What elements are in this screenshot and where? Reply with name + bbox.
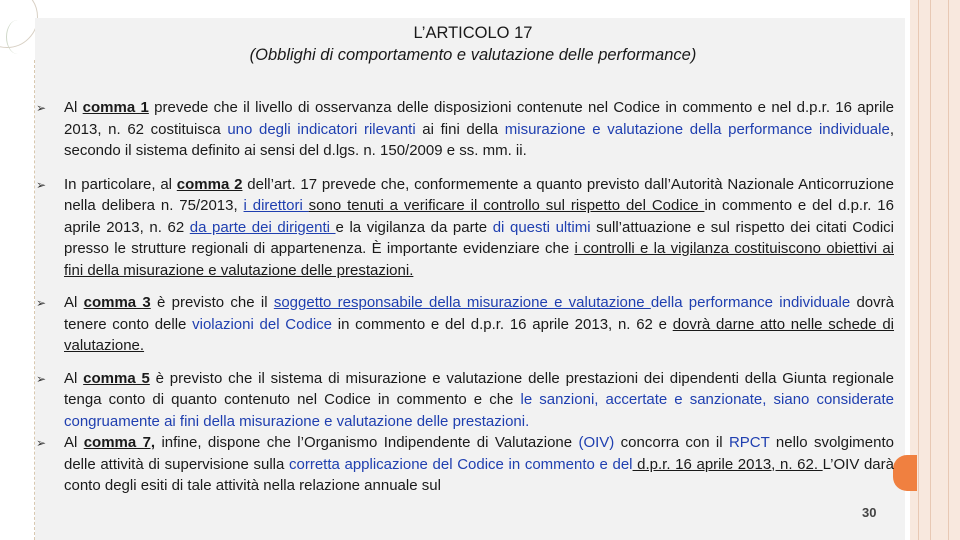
bullet-comma-7 — [37, 432, 894, 497]
bullet-comma-2 — [37, 174, 894, 282]
title-subtitle: (Obblighi di comportamento e valutazione delle performance) — [249, 46, 697, 64]
arrow-bullet-icon: ➢ — [36, 296, 47, 310]
highlight: uno degli indicatori rilevanti — [227, 120, 416, 138]
highlight: RPCT — [728, 434, 770, 451]
arrow-bullet-icon: ➢ — [36, 371, 47, 386]
text: Al — [64, 99, 83, 116]
text: Al — [64, 434, 84, 451]
comma-reference: comma 2 — [176, 175, 243, 193]
highlight: della performance individuale — [650, 294, 851, 311]
comma-reference: comma 1 — [82, 99, 149, 116]
bullet-list — [37, 97, 894, 497]
comma-reference: comma 7, — [83, 434, 156, 451]
underlined-text: dovrà darne atto nelle schede di valutazione. — [64, 315, 895, 354]
highlight: violazioni del Codice — [192, 315, 333, 333]
right-decorative-stripe — [910, 0, 960, 540]
highlight: le sanzioni, accertate e sanzionate, siano considerate congruamente ai fini della misurazione e valutazione delle prestazioni. — [64, 391, 895, 430]
highlight: da parte dei dirigenti — [189, 218, 336, 236]
text: sull’attuazione e sul rispetto dei citati Codici presso le strutture regionali di appartenenza. È importante evidenziare che — [64, 218, 894, 257]
arrow-bullet-icon: ➢ — [36, 177, 47, 192]
highlight: di questi ultimi — [492, 218, 591, 236]
title-main: L’ARTICOLO 17 — [413, 24, 533, 42]
slide-number: 30 — [862, 505, 877, 520]
highlight: (OIV) — [578, 434, 615, 451]
underlined-text: i controlli e la vigilanza costituiscono obiettivi ai fini della misurazione e valutazione delle prestazioni. — [64, 240, 894, 279]
text: dovrà tenere conto delle — [64, 294, 894, 333]
left-frame-decoration — [0, 0, 33, 540]
orange-accent-tab — [893, 455, 917, 491]
slide-title — [200, 22, 746, 66]
underlined-text: sono tenuti a verificare il controllo sul rispetto del Codice — [308, 197, 705, 214]
text: e la vigilanza da parte — [335, 218, 493, 236]
highlight: i direttori — [243, 197, 309, 214]
bullet-comma-3 — [37, 292, 894, 357]
bullet-comma-5 — [37, 368, 894, 433]
comma-reference: comma 5 — [83, 369, 150, 387]
highlight: soggetto responsabile della misurazione e valutazione — [273, 294, 651, 311]
text: infine, dispone che l’Organismo Indipendente di Valutazione — [155, 434, 579, 451]
highlight: corretta applicazione del Codice in commento e del — [289, 455, 633, 473]
decorative-leaf — [6, 20, 29, 54]
arrow-bullet-icon: ➢ — [36, 101, 47, 115]
text: In particolare, al — [64, 175, 177, 193]
underlined-text: d.p.r. 16 aprile 2013, n. 62. — [632, 455, 823, 473]
text: è previsto che il — [150, 294, 274, 311]
text: concorra con il — [614, 434, 729, 451]
text: , secondo il sistema definito ai sensi del d.lgs. n. 150/2009 e ss. mm. ii. — [64, 120, 895, 159]
text: nello svolgimento delle attività di supervisione sulla — [64, 434, 894, 473]
text: in commento e del d.p.r. 16 aprile 2013, n. 62 — [64, 197, 894, 236]
text: L’OIV darà conto degli esiti di tale attività nella relazione annuale sul — [64, 455, 894, 494]
text: Al — [64, 369, 84, 387]
bullet-comma-1 — [37, 97, 894, 162]
comma-reference: comma 3 — [83, 294, 151, 311]
text: è previsto che il sistema di misurazione e valutazione delle prestazioni dei dipendenti della Giunta regionale tenga conto di quanto contenuto nel Codice in commento e che — [64, 369, 894, 408]
text: in commento e del d.p.r. 16 aprile 2013, n. 62 e — [332, 315, 673, 333]
text: ai fini della — [415, 120, 505, 138]
text: dell’art. 17 prevede che, conformemente a quanto previsto dall’Autorità Nazionale Anticorruzione nella delibera n. 75/2013, — [64, 175, 894, 214]
highlight: misurazione e valutazione della performance individuale — [504, 120, 890, 138]
arrow-bullet-icon: ➢ — [36, 436, 47, 450]
text: Al — [64, 294, 84, 311]
text: prevede che il livello di osservanza delle disposizioni contenute nel Codice in commento e nel d.p.r. 16 aprile 2013, n. 62 costituisca — [64, 99, 894, 138]
